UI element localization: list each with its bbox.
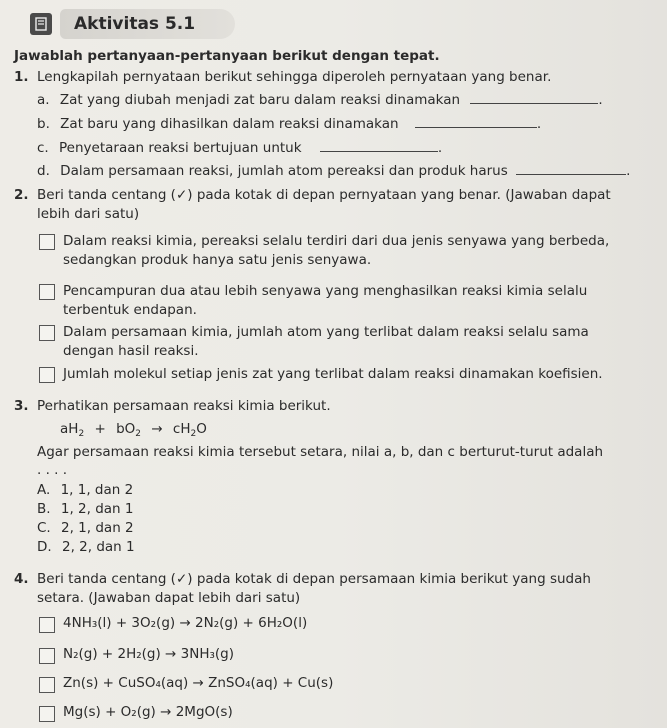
eq-term-a: aH — [60, 421, 79, 437]
q3-equation — [60, 421, 207, 437]
eq-term-c-sub: 2 — [190, 429, 197, 439]
activity-header — [30, 8, 235, 40]
q2-option-4-checkbox[interactable] — [39, 367, 55, 383]
q2-option-3-checkbox[interactable] — [39, 325, 55, 341]
q2-option-1-line2: sedangkan produk hanya satu jenis senyawa. — [63, 252, 372, 268]
q1-item-a — [37, 91, 603, 109]
q4-eq-4-checkbox[interactable] — [39, 706, 55, 722]
q3-option-a-label: A. — [37, 482, 51, 498]
q2-option-1-line1: Dalam reaksi kimia, pereaksi selalu terdiri dari dua jenis senyawa yang berbeda, — [63, 233, 610, 249]
q3-option-b-label: B. — [37, 501, 51, 517]
q4-number: 4. — [14, 571, 29, 587]
q2-option-3-line1: Dalam persamaan kimia, jumlah atom yang terlibat dalam reaksi selalu sama — [63, 324, 589, 340]
q3-option-b-text: 1, 2, dan 1 — [60, 501, 134, 517]
eq-term-b-sub: 2 — [135, 429, 142, 439]
q4-line1: Beri tanda centang (✓) pada kotak di depan persamaan kimia berikut yang sudah — [37, 571, 591, 587]
q1-item-d-label: d. — [37, 163, 50, 179]
book-icon — [30, 13, 52, 35]
q2-line2: lebih dari satu) — [37, 206, 140, 222]
q1-item-d-text: Dalam persamaan reaksi, jumlah atom pereaksi dan produk harus — [60, 163, 508, 179]
q4-eq-1-checkbox[interactable] — [39, 617, 55, 633]
q1-item-c — [37, 139, 442, 157]
q2-option-2-line1: Pencampuran dua atau lebih senyawa yang menghasilkan reaksi kimia selalu — [63, 283, 588, 299]
q3-option-d[interactable] — [37, 538, 135, 556]
q1-item-c-end: . — [437, 140, 443, 156]
q3-option-a[interactable] — [37, 481, 133, 499]
q3-option-c[interactable] — [37, 519, 134, 537]
q1-item-b-blank[interactable] — [415, 127, 537, 128]
q1-number: 1. — [14, 69, 29, 85]
q3-dots: . . . . — [37, 462, 68, 478]
q2-option-4-line1: Jumlah molekul setiap jenis zat yang terlibat dalam reaksi dinamakan koefisien. — [63, 366, 603, 382]
eq-term-c: cH — [172, 421, 191, 437]
eq-term-b: bO — [116, 421, 136, 437]
q1-text: Lengkapilah pernyataan berikut sehingga diperoleh pernyataan yang benar. — [37, 69, 552, 85]
q1-item-c-text: Penyetaraan reaksi bertujuan untuk — [59, 140, 302, 156]
q4-eq-3: Zn(s) + CuSO₄(aq) → ZnSO₄(aq) + Cu(s) — [63, 675, 334, 691]
q2-option-3-line2: dengan hasil reaksi. — [63, 343, 199, 359]
q1-item-b — [37, 115, 541, 133]
q1-item-b-text: Zat baru yang dihasilkan dalam reaksi dinamakan — [60, 116, 399, 132]
q3-number: 3. — [14, 398, 29, 414]
eq-plus: + — [94, 421, 106, 437]
q3-text: Perhatikan persamaan reaksi kimia berikut. — [37, 398, 331, 414]
q1-item-d — [37, 162, 630, 180]
q3-option-b[interactable] — [37, 500, 133, 518]
q3-option-c-label: C. — [37, 520, 51, 536]
q4-eq-2-checkbox[interactable] — [39, 648, 55, 664]
q1-item-c-label: c. — [37, 140, 49, 156]
q1-item-b-end: . — [536, 116, 542, 132]
q2-option-2-line2: terbentuk endapan. — [63, 302, 197, 318]
q4-eq-4: Mg(s) + O₂(g) → 2MgO(s) — [63, 704, 233, 720]
q3-option-d-label: D. — [37, 539, 52, 555]
q1-item-d-end: . — [626, 163, 631, 179]
q1-item-a-text: Zat yang diubah menjadi zat baru dalam reaksi dinamakan — [59, 92, 461, 108]
q2-option-2-checkbox[interactable] — [39, 284, 55, 300]
q1-item-c-blank[interactable] — [320, 151, 438, 152]
q4-eq-3-checkbox[interactable] — [39, 677, 55, 693]
q4-eq-2: N₂(g) + 2H₂(g) → 3NH₃(g) — [63, 646, 235, 662]
q1-item-d-blank[interactable] — [516, 174, 626, 175]
q1-item-a-blank[interactable] — [470, 103, 598, 104]
q3-option-a-text: 1, 1, dan 2 — [60, 482, 134, 498]
q4-line2: setara. (Jawaban dapat lebih dari satu) — [37, 590, 301, 606]
instruction: Jawablah pertanyaan-pertanyaan berikut dengan tepat. — [14, 48, 440, 64]
q2-number: 2. — [14, 187, 29, 203]
eq-term-c-end: O — [196, 421, 207, 437]
eq-arrow: → — [151, 421, 163, 437]
q2-line1: Beri tanda centang (✓) pada kotak di depan pernyataan yang benar. (Jawaban dapat — [37, 187, 611, 203]
q2-option-1-checkbox[interactable] — [39, 234, 55, 250]
q1-item-b-label: b. — [37, 116, 50, 132]
q3-option-d-text: 2, 2, dan 1 — [61, 539, 135, 555]
q3-option-c-text: 2, 1, dan 2 — [61, 520, 134, 536]
eq-term-a-sub: 2 — [78, 429, 85, 439]
q1-item-a-label: a. — [37, 92, 50, 108]
q1-item-a-end: . — [598, 92, 603, 108]
q4-eq-1: 4NH₃(l) + 3O₂(g) → 2N₂(g) + 6H₂O(l) — [63, 615, 308, 631]
activity-title: Aktivitas 5.1 — [60, 9, 235, 39]
q3-line1: Agar persamaan reaksi kimia tersebut setara, nilai a, b, dan c berturut-turut adalah — [37, 444, 604, 460]
